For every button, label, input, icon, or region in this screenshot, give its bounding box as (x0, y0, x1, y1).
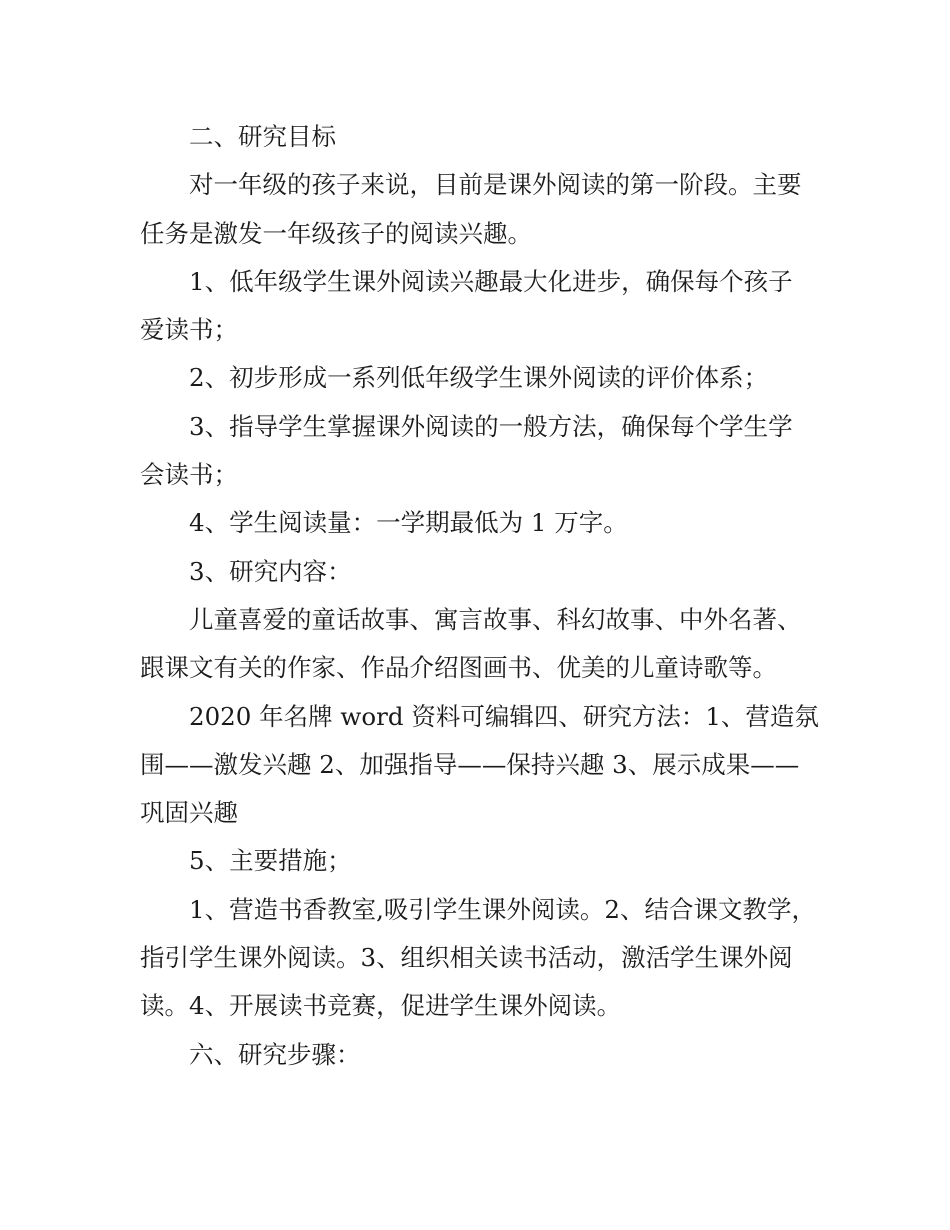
text-line: 2020 年名牌 word 资料可编辑四、研究方法：1、营造氛 (189, 701, 819, 731)
text-line: 跟课文有关的作家、作品介绍图画书、优美的儿童诗歌等。 (140, 653, 777, 683)
list-item-goal-3 (140, 403, 820, 500)
text-line: 儿童喜爱的童话故事、寓言故事、科幻故事、中外名著、 (189, 604, 802, 634)
text-line: 2、初步形成一系列低年级学生课外阅读的评价体系； (189, 363, 769, 393)
text-line: 二、研究目标 (189, 122, 336, 151)
heading-research-steps (140, 1031, 820, 1079)
paragraph-main-measures (140, 886, 820, 1031)
heading-main-measures (140, 837, 820, 885)
text-line: 任务是激发一年级孩子的阅读兴趣。 (140, 218, 532, 248)
text-line: 3、研究内容： (189, 556, 352, 586)
heading-research-goals (140, 113, 820, 161)
text-line: 指引学生课外阅读。3、组织相关读书活动，激活学生课外阅 (140, 943, 793, 973)
text-line: 3、指导学生掌握课外阅读的一般方法，确保每个学生学 (189, 411, 793, 441)
text-line: 六、研究步骤： (189, 1039, 361, 1069)
text-line: 巩固兴趣 (140, 798, 238, 828)
document-body (140, 113, 820, 1079)
paragraph-goal-intro (140, 161, 820, 258)
text-line: 对一年级的孩子来说，目前是课外阅读的第一阶段。主要 (189, 170, 802, 200)
list-item-goal-1 (140, 258, 820, 355)
text-line: 爱读书； (140, 315, 238, 345)
heading-research-content (140, 548, 820, 596)
text-line: 围——激发兴趣 2、加强指导——保持兴趣 3、展示成果—— (140, 749, 800, 779)
text-line: 读。4、开展读书竞赛，促进学生课外阅读。 (140, 991, 622, 1021)
list-item-goal-2 (140, 354, 820, 402)
text-line: 5、主要措施； (189, 846, 352, 876)
text-line: 4、学生阅读量：一学期最低为 1 万字。 (189, 508, 628, 538)
paragraph-research-methods (140, 693, 820, 838)
paragraph-research-content (140, 596, 820, 693)
text-line: 1、营造书香教室,吸引学生课外阅读。2、结合课文教学， (189, 894, 816, 924)
text-line: 会读书； (140, 460, 238, 490)
list-item-goal-4 (140, 499, 820, 547)
text-line: 1、低年级学生课外阅读兴趣最大化进步，确保每个孩子 (189, 266, 793, 296)
